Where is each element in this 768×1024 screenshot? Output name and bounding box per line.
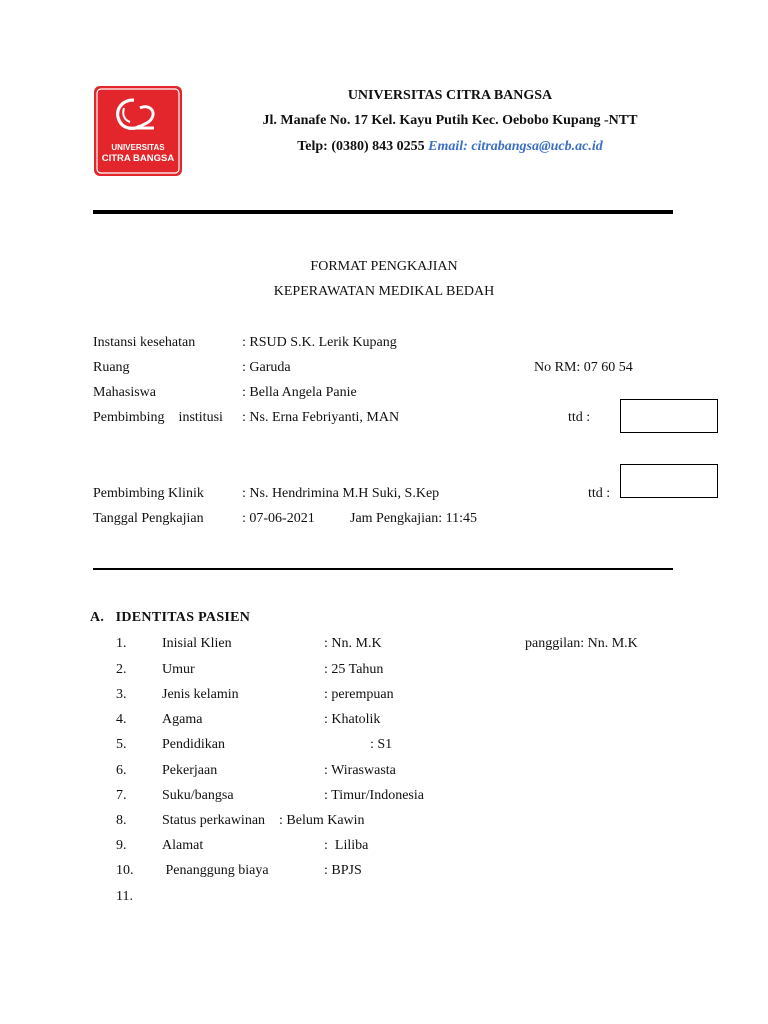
ttd-label-1: ttd : xyxy=(568,410,591,425)
item-value: : S1 xyxy=(370,737,393,752)
university-logo xyxy=(94,86,182,176)
item-label: Inisial Klien xyxy=(162,636,232,651)
item-number: 6. xyxy=(116,763,127,778)
tanggal-label: Tanggal Pengkajian xyxy=(93,511,204,526)
no-rm: No RM: 07 60 54 xyxy=(534,360,633,375)
item-value: : Wiraswasta xyxy=(324,763,396,778)
item-label: Jenis kelamin xyxy=(162,687,239,702)
jam-pengkajian: Jam Pengkajian: 11:45 xyxy=(350,511,478,526)
doc-title-line2: KEPERAWATAN MEDIKAL BEDAH xyxy=(273,284,495,299)
item-label: Suku/bangsa xyxy=(162,788,234,803)
signature-box-institusi[interactable] xyxy=(620,399,718,433)
logo-line1: UNIVERSITAS xyxy=(111,143,165,152)
item-number: 5. xyxy=(116,737,127,752)
section-a-title: A. IDENTITAS PASIEN xyxy=(90,610,251,625)
ttd-label-2: ttd : xyxy=(588,486,611,501)
contact-line xyxy=(200,139,700,155)
mahasiswa-value: : Bella Angela Panie xyxy=(242,385,357,400)
item-value: : BPJS xyxy=(324,863,362,878)
item-number: 8. xyxy=(116,813,127,828)
pembimbing-klinik-label: Pembimbing Klinik xyxy=(93,486,204,501)
item-number: 2. xyxy=(116,662,127,677)
email-link[interactable]: Email: citrabangsa@ucb.ac.id xyxy=(428,139,603,154)
item-label: Umur xyxy=(162,662,195,677)
instansi-label: Instansi kesehatan xyxy=(93,335,196,350)
doc-title-line1: FORMAT PENGKAJIAN xyxy=(310,259,458,274)
item-number: 11. xyxy=(116,889,133,904)
item-value: : perempuan xyxy=(324,687,394,702)
item-value: : 25 Tahun xyxy=(324,662,384,677)
item-value: : Belum Kawin xyxy=(279,813,365,828)
item-value: : Liliba xyxy=(324,838,369,853)
item-number: 9. xyxy=(116,838,127,853)
item-number: 1. xyxy=(116,636,127,651)
item-label: Agama xyxy=(162,712,203,727)
ruang-value: : Garuda xyxy=(242,360,291,375)
signature-box-klinik[interactable] xyxy=(620,464,718,498)
university-name: UNIVERSITAS CITRA BANGSA xyxy=(347,88,553,103)
section-divider xyxy=(93,568,673,570)
ruang-label: Ruang xyxy=(93,360,130,375)
university-address: Jl. Manafe No. 17 Kel. Kayu Putih Kec. Oebobo Kupang -NTT xyxy=(262,113,638,128)
phone: Telp: (0380) 843 0255 xyxy=(297,139,425,154)
pembimbing-institusi-value: : Ns. Erna Febriyanti, MAN xyxy=(242,410,400,425)
item-value: : Nn. M.K xyxy=(324,636,382,651)
item-number: 4. xyxy=(116,712,127,727)
item-label: Pekerjaan xyxy=(162,763,218,778)
item-number: 7. xyxy=(116,788,127,803)
item-extra: panggilan: Nn. M.K xyxy=(525,636,638,651)
item-number: 10. xyxy=(116,863,134,878)
instansi-value: : RSUD S.K. Lerik Kupang xyxy=(242,335,397,350)
item-label: Pendidikan xyxy=(162,737,225,752)
tanggal-value: : 07-06-2021 xyxy=(242,511,315,526)
logo-line2: CITRA BANGSA xyxy=(101,153,175,164)
item-label: Penanggung biaya xyxy=(162,863,269,878)
item-label: Alamat xyxy=(162,838,204,853)
header-divider xyxy=(93,210,673,214)
pembimbing-klinik-value: : Ns. Hendrimina M.H Suki, S.Kep xyxy=(242,486,440,501)
pembimbing-institusi-label: Pembimbing institusi xyxy=(93,410,223,425)
item-number: 3. xyxy=(116,687,127,702)
item-value: : Timur/Indonesia xyxy=(324,788,424,803)
mahasiswa-label: Mahasiswa xyxy=(93,385,156,400)
item-label: Status perkawinan xyxy=(162,813,266,828)
item-value: : Khatolik xyxy=(324,712,381,727)
